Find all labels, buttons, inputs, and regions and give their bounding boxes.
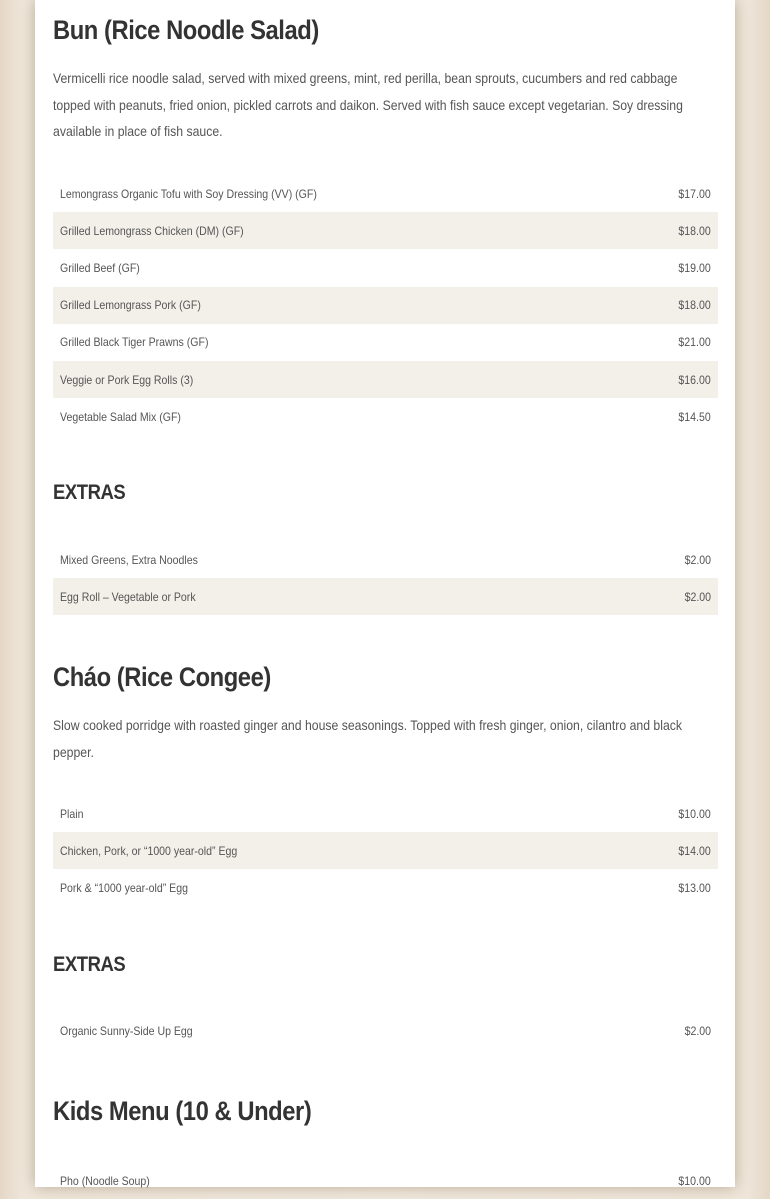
section-title-bun: Bun (Rice Noodle Salad)	[53, 15, 319, 45]
item-name: Organic Sunny-Side Up Egg	[60, 1023, 193, 1038]
item-name: Vegetable Salad Mix (GF)	[60, 409, 181, 424]
item-name: Pho (Noodle Soup)	[60, 1173, 150, 1188]
extras-title-bun: EXTRAS	[53, 481, 126, 504]
menu-row	[53, 832, 718, 869]
menu-row	[53, 1162, 718, 1199]
menu-row	[53, 1012, 718, 1049]
item-price: $21.00	[678, 335, 711, 350]
item-price: $18.00	[678, 223, 711, 238]
menu-page	[35, 0, 735, 1187]
item-name: Grilled Black Tiger Prawns (GF)	[60, 335, 209, 350]
menu-row	[53, 541, 718, 578]
menu-row	[53, 361, 718, 398]
menu-row	[53, 795, 718, 832]
menu-table-bun	[53, 175, 718, 435]
item-name: Veggie or Pork Egg Rolls (3)	[60, 372, 194, 387]
item-name: Chicken, Pork, or “1000 year-old” Egg	[60, 843, 238, 858]
menu-row	[53, 578, 718, 615]
item-price: $16.00	[678, 372, 711, 387]
section-title-kids: Kids Menu (10 & Under)	[53, 1096, 312, 1126]
item-name: Grilled Lemongrass Pork (GF)	[60, 298, 201, 313]
menu-row	[53, 869, 718, 906]
extras-title-chao: EXTRAS	[53, 953, 126, 976]
item-price: $13.00	[678, 880, 711, 895]
section-description-bun: Vermicelli rice noodle salad, served with mixed greens, mint, red perilla, bean sprouts, cucumbers and red cabbage topped with peanuts, fried onion, pickled carrots and daikon. Served with fish sauce except vegetarian. Soy dressing available in place of fish sauce.	[53, 70, 683, 139]
item-name: Egg Roll – Vegetable or Pork	[60, 589, 196, 604]
menu-row	[53, 212, 718, 249]
item-price: $2.00	[684, 589, 711, 604]
menu-row	[53, 287, 718, 324]
item-price: $19.00	[678, 260, 711, 275]
item-price: $10.00	[678, 806, 711, 821]
item-name: Mixed Greens, Extra Noodles	[60, 552, 198, 567]
item-price: $2.00	[684, 552, 711, 567]
item-name: Lemongrass Organic Tofu with Soy Dressing (VV) (GF)	[60, 186, 317, 201]
section-title-chao: Cháo (Rice Congee)	[53, 662, 271, 692]
menu-row	[53, 398, 718, 435]
menu-table-kids	[53, 1162, 718, 1199]
item-price: $2.00	[684, 1023, 711, 1038]
item-price: $14.50	[678, 409, 711, 424]
extras-table-chao	[53, 1012, 718, 1049]
extras-table-bun	[53, 541, 718, 615]
item-price: $17.00	[678, 186, 711, 201]
item-name: Plain	[60, 806, 84, 821]
item-price: $14.00	[678, 843, 711, 858]
item-name: Grilled Beef (GF)	[60, 260, 140, 275]
section-description-chao: Slow cooked porridge with roasted ginger and house seasonings. Topped with fresh ginger, onion, cilantro and black pepper.	[53, 717, 683, 760]
menu-row	[53, 175, 718, 212]
menu-table-chao	[53, 795, 718, 907]
item-price: $10.00	[678, 1173, 711, 1188]
item-price: $18.00	[678, 298, 711, 313]
item-name: Grilled Lemongrass Chicken (DM) (GF)	[60, 223, 244, 238]
item-name: Pork & “1000 year-old” Egg	[60, 880, 188, 895]
menu-row	[53, 249, 718, 286]
menu-row	[53, 324, 718, 361]
